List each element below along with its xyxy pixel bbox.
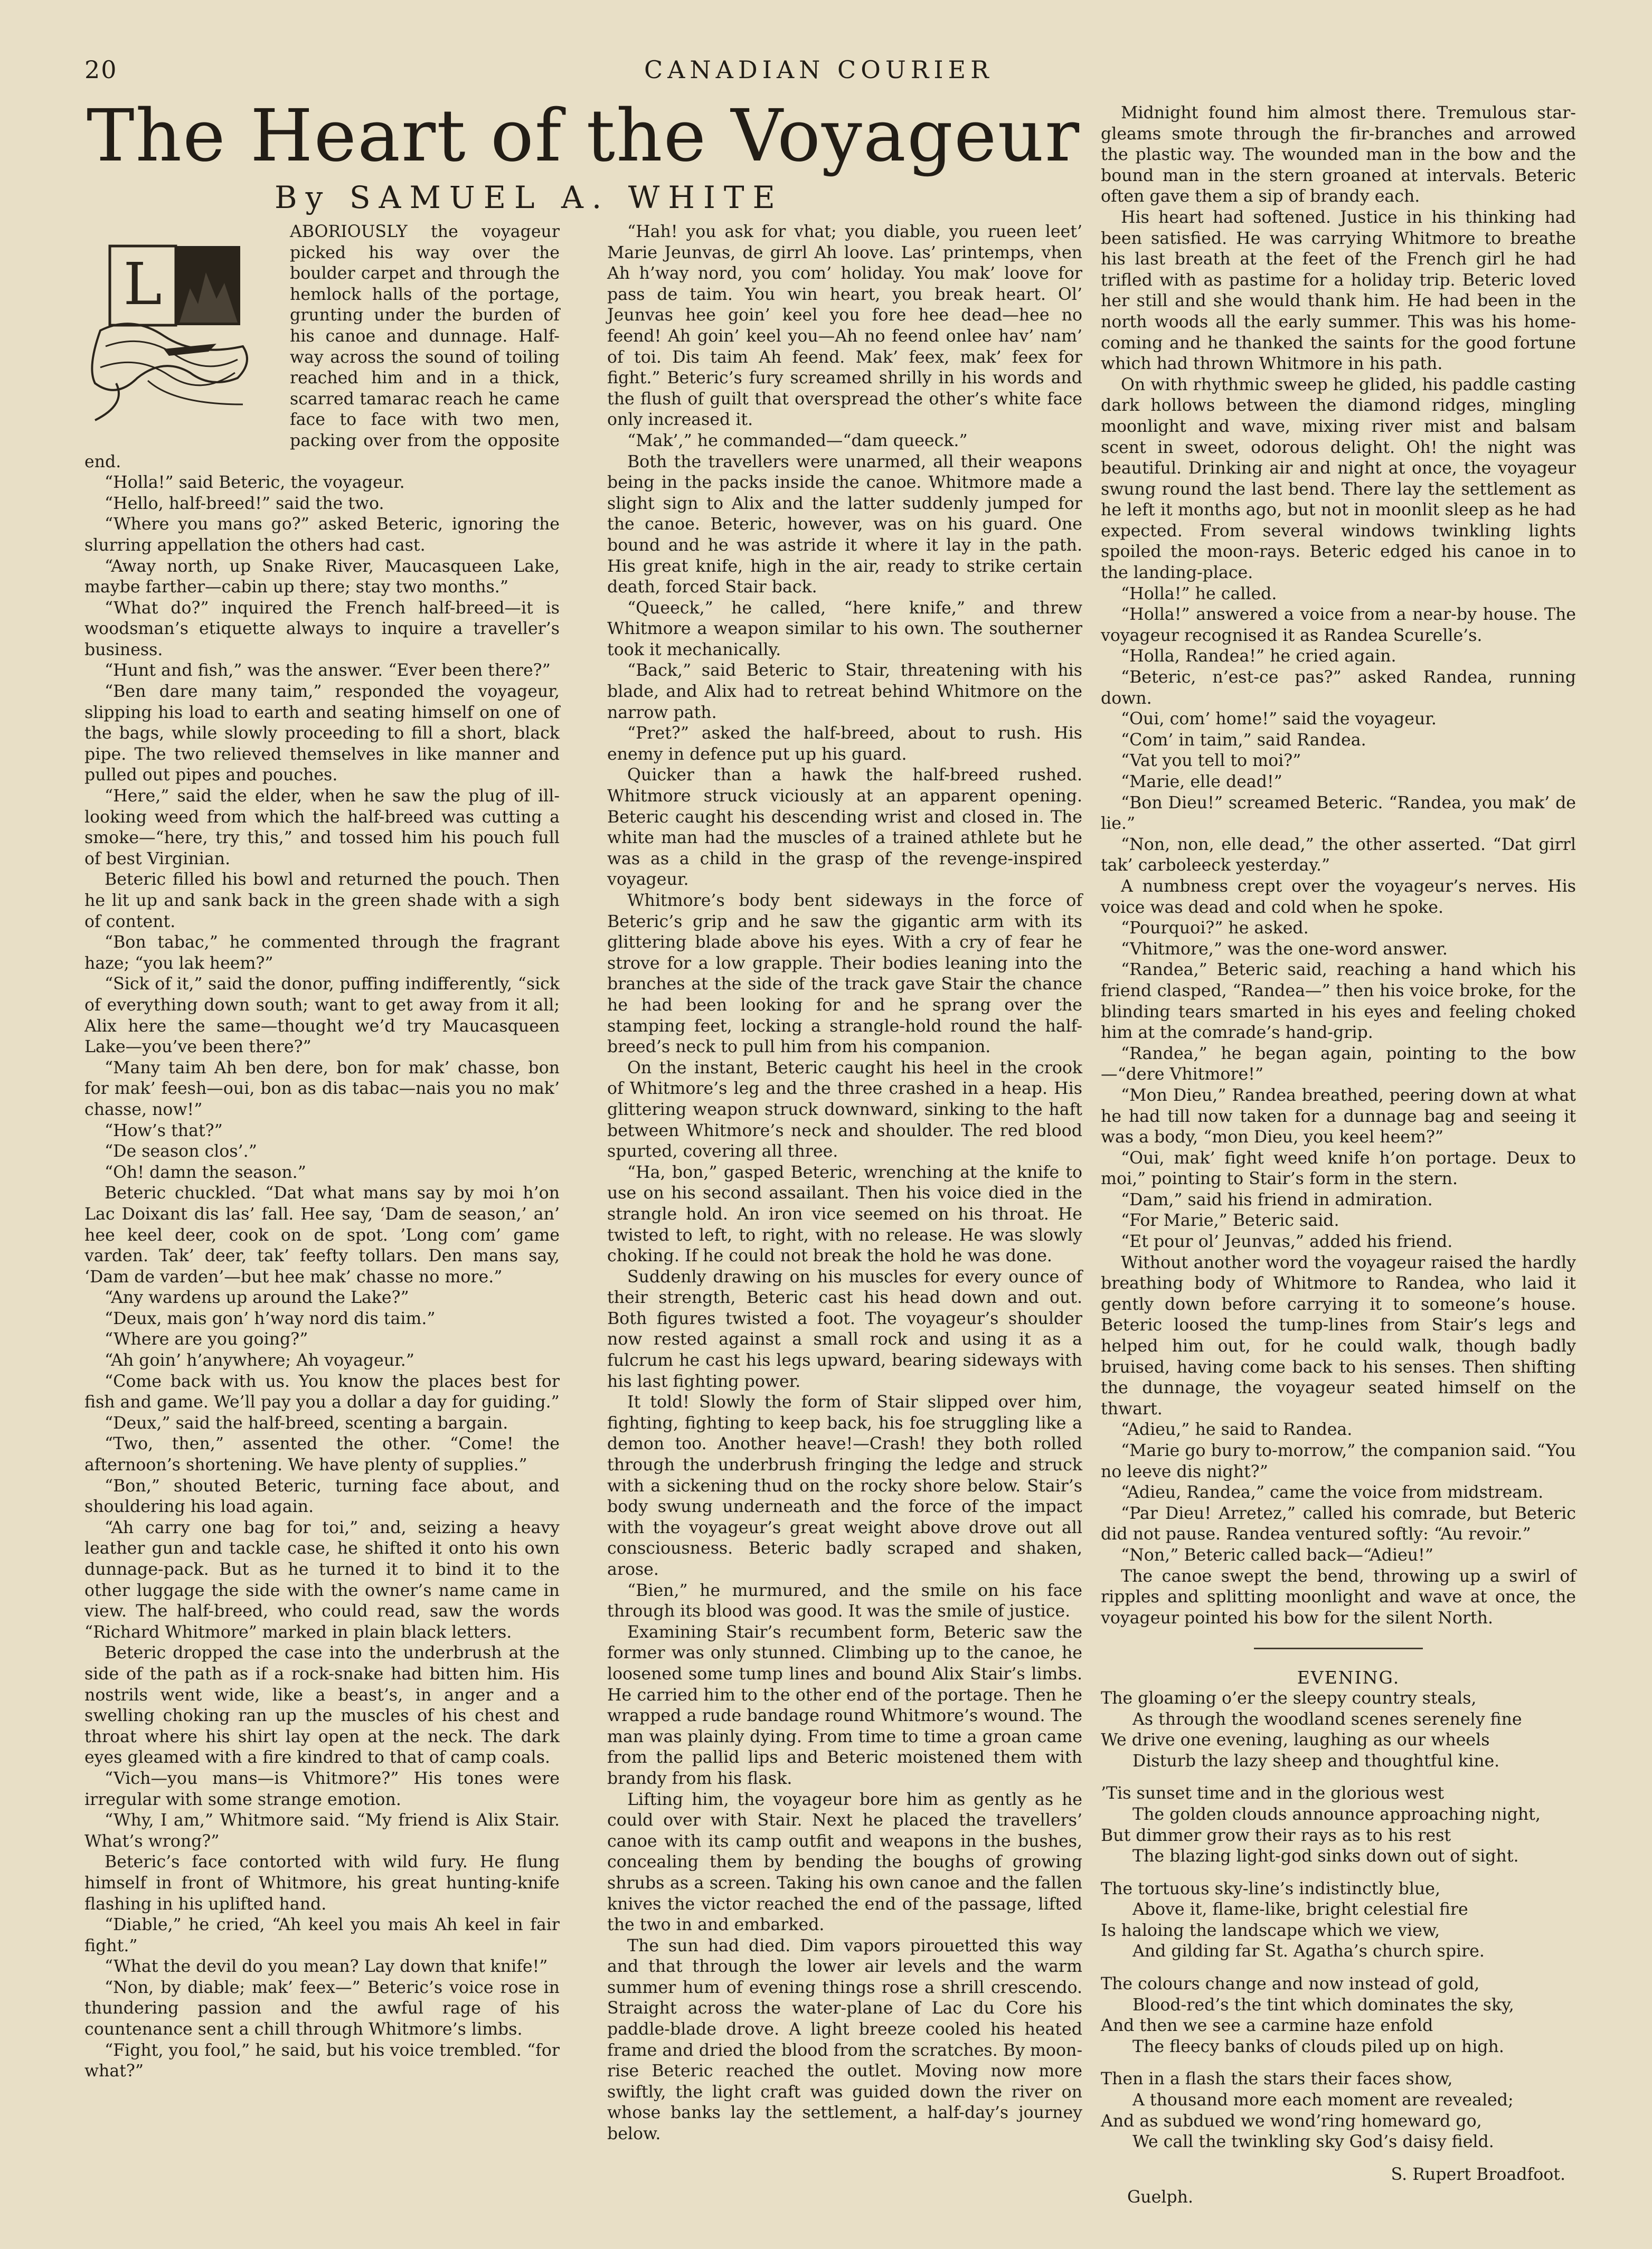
article-paragraph: Lifting him, the voyageur bore him as gently as he could over with Stair. Next he placed the travellers’ canoe with its camp outfit and weapons in the bushes, concealing them by bending the boughs of growing shrubs as a screen. Taking his own canoe and the fallen knives the victor reached the end of the passage, lifted the two in and embarked. (607, 1790, 1082, 1935)
article-column-1 (84, 222, 560, 2082)
article-paragraph: “What do?” inquired the French half-breed—it is woodsman’s etiquette always to inquire a traveller’s business. (84, 598, 560, 659)
article-paragraph: “Hello, half-breed!” said the two. (105, 494, 384, 513)
article-paragraph: “Queeck,” he called, “here knife,” and threw Whitmore a weapon similar to his own. The southerner took it mechanically. (607, 598, 1082, 659)
article-paragraph: “Beteric, n’est-ce pas?” asked Randea, running down. (1101, 668, 1576, 708)
article-paragraph: “Ah goin’ h’anywhere; Ah voyageur.” (105, 1351, 414, 1371)
article-column-3 (1101, 103, 1576, 2208)
poem-line: Above it, flame-like, bright celestial fire (1132, 1900, 1468, 1920)
poem-line: Is haloing the landscape which we view, (1101, 1921, 1440, 1940)
poem-line: But dimmer grow their rays as to his rest (1101, 1826, 1451, 1845)
poem-title: EVENING. (1297, 1667, 1400, 1688)
poem-line: Then in a flash the stars their faces show, (1101, 2070, 1453, 2089)
article-paragraph: “Holla!” answered a voice from a near-by house. The voyageur recognised it as Randea Scurelle’s. (1101, 605, 1576, 645)
article-paragraph: “Ah carry one bag for toi,” and, seizing a heavy leather gun and tackle case, he shifted it onto his own dunnage-pack. But as he turned it to bind it to the other luggage the side with the owner’s name came in view. The half-breed, who could read, saw the words “Richard Whitmore” marked in plain black letters. (84, 1518, 560, 1642)
article-paragraph: Quicker than a hawk the half-breed rushed. Whitmore struck viciously at an apparent opening. Beteric caught his descending wrist and closed in. The white man had the muscles of a trained athlete but he was as a child in the grasp of the revenge-inspired voyageur. (607, 766, 1082, 890)
article-paragraph: “How’s that?” (105, 1121, 223, 1140)
poem-line: A thousand more each moment are revealed; (1132, 2091, 1514, 2110)
poem-stanza (1101, 1879, 1576, 1962)
poem-stanza (1101, 2069, 1576, 2152)
poem-line: The tortuous sky-line’s indistinctly blue, (1101, 1879, 1441, 1898)
poem (1101, 1667, 1576, 2208)
article-paragraph: “Pret?” asked the half-breed, about to rush. His enemy in defence put up his guard. (607, 724, 1082, 764)
poem-line: And gilding far St. Agatha’s church spire. (1132, 1942, 1485, 1961)
article-paragraph: “Mon Dieu,” Randea breathed, peering down at what he had till now taken for a dunnage bag and seeing it was a body, “mon Dieu, you keel heem?” (1101, 1085, 1576, 1147)
article-paragraph: “Deux,” said the half-breed, scenting a bargain. (105, 1413, 508, 1433)
poem-line: Blood-red’s the tint which dominates the sky, (1132, 1995, 1514, 2015)
svg-text:L: L (123, 250, 162, 318)
poem-line: We call the twinkling sky God’s daisy field. (1132, 2132, 1494, 2152)
article-paragraph: “Oui, com’ home!” said the voyageur. (1121, 710, 1437, 729)
poem-line: The golden clouds announce approaching night, (1132, 1804, 1541, 1824)
article-paragraph: “Bon Dieu!” screamed Beteric. “Randea, you mak’ de lie.” (1101, 793, 1576, 834)
article-paragraph: “Here,” said the elder, when he saw the plug of ill-looking weed from which the half-breed was cutting a smoke—“here, try this,” and tossed him his pouch full of best Virginian. (84, 787, 560, 868)
article-byline: By SAMUEL A. WHITE (275, 179, 783, 215)
article-paragraph: “Sick of it,” said the donor, puffing indifferently, “sick of everything down south; want to get away from it all; Alix here the same—thought we’d try Maucasqueen Lake—you’ve been there?” (84, 975, 560, 1057)
article-column-2 (607, 222, 1082, 2145)
article-paragraph: “Pourquoi?” he asked. (1121, 919, 1309, 938)
article-paragraph: “Where you mans go?” asked Beteric, ignoring the slurring appellation the others had cast. (84, 515, 560, 555)
article-paragraph: Beteric dropped the case into the underbrush at the side of the path as if a rock-snake had bitten him. His nostrils went wide, like a beast’s, in anger and a swelling choking ran up the muscles of his chest and throat where his shirt lay open at the neck. The dark eyes gleamed with a fire kindred to that of camp coals. (84, 1643, 560, 1768)
article-paragraph: “Marie, elle dead!” (1121, 772, 1282, 791)
article-paragraph: “Adieu,” he said to Randea. (1121, 1420, 1353, 1440)
article-paragraph: “Come back with us. You know the places best for fish and game. We’ll pay you a dollar a day for guiding.” (84, 1372, 560, 1412)
article-paragraph: “Non,” Beteric called back—“Adieu!” (1121, 1545, 1433, 1565)
poem-line: And as subdued we wond’ring homeward go, (1101, 2111, 1482, 2131)
article-paragraph: “Diable,” he cried, “Ah keel you mais Ah keel in fair fight.” (84, 1915, 560, 1955)
article-paragraph: “Marie go bury to-morrow,” the companion said. “You no leeve dis night?” (1101, 1441, 1576, 1481)
article-paragraph: “Any wardens up around the Lake?” (105, 1288, 409, 1308)
article-paragraph: “Hah! you ask for vhat; you diable, you rueen leet’ Marie Jeunvas, de girrl Ah loove. Las’ printemps, vhen Ah h’way nord, you com’ holiday. You mak’ loove for pass de taim. You win heart, you break heart. Ol’ Jeunvas hee goin’ keel you fore hee dead—hee no feend! Ah goin’ keel you—Ah no feend onlee hav’ nam’ of toi. Dis taim Ah feend. Mak’ feex, mak’ feex for fight.” Beteric’s fury screamed shrilly in his words and the flush of guilt that overspread the other’s white face only increased it. (607, 222, 1082, 430)
article-title: The Heart of the Voyageur (86, 95, 1081, 178)
poem-line: As through the woodland scenes serenely fine (1132, 1709, 1522, 1729)
article-paragraph: “Oh! damn the season.” (105, 1163, 306, 1182)
poem-place: Guelph. (1127, 2188, 1194, 2207)
article-paragraph: On with rhythmic sweep he glided, his paddle casting dark hollows between the diamond ridges, mingling moonlight and wave, mixing river mist and balsam scent in sweet, odorous delight. Oh! the night was beautiful. Drinking air and night at once, the voyageur swung round the last bend. There lay the settlement as he left it months ago, but not in moonlit sleep as he had expected. From several windows twinkling lights spoiled the moon-rays. Beteric edged his canoe in to the landing-place. (1101, 375, 1576, 583)
poem-line: We drive one evening, laughing as our wheels (1101, 1731, 1490, 1750)
poem-line: ’Tis sunset time and in the glorious west (1101, 1784, 1445, 1803)
article-paragraph: “Holla, Randea!” he cried again. (1121, 647, 1396, 666)
article-paragraph: “Holla!” he called. (1121, 584, 1277, 603)
article-paragraph: Midnight found him almost there. Tremulous star-gleams smote through the fir-branches and arrowed the plastic way. The wounded man in the bow and the bound man in the stern groaned at intervals. Beteric often gave them a sip of brandy each. (1101, 103, 1576, 206)
article-paragraph: His heart had softened. Justice in his thinking had been satisfied. He was carrying Whitmore to breathe his last breath at the feet of the French girl he had trifled with as pastime for a holiday trip. Beteric loved her still and she would thank him. He had been in the north woods all the early summer. This was his home-coming and he thanked the saints for the good fortune which had thrown Whitmore in his path. (1101, 207, 1576, 374)
article-opening-paragraph: ABORIOUSLY the voyageur picked his way over the boulder carpet and through the hemlock halls of the portage, grunting under the burden of his canoe and dunnage. Half-way across the sound of toiling reached him and in a thick, scarred tamarac reach he came face to face with two men, packing over from the opposite end. (84, 222, 560, 471)
running-head: CANADIAN COURIER (644, 55, 994, 84)
article-paragraph: “Par Dieu! Arretez,” called his comrade, but Beteric did not pause. Randea ventured softly: “Au revoir.” (1101, 1504, 1576, 1544)
drop-cap-illustration (84, 225, 277, 431)
article-paragraph: “Back,” said Beteric to Stair, threatening with his blade, and Alix had to retreat behind Whitmore on the narrow path. (607, 661, 1082, 722)
article-paragraph: Beteric chuckled. “Dat what mans say by moi h’on Lac Doixant dis las’ fall. Hee say, ‘Dam de season,’ an’ hee keel deer, cook on de spot. ’Long com’ game varden. Tak’ deer, tak’ feefty tollars. Den mans say, ‘Dam de varden’—but hee mak’ chasse no more.” (84, 1184, 560, 1287)
article-paragraph: “Hunt and fish,” was the answer. “Ever been there?” (105, 661, 551, 681)
article-paragraph: “De season clos’.” (105, 1142, 257, 1161)
article-paragraph: “Vat you tell to moi?” (1121, 751, 1301, 771)
article-paragraph: Beteric filled his bowl and returned the pouch. Then he lit up and sank back in the green shade with a sigh of content. (84, 870, 560, 931)
article-paragraph: The sun had died. Dim vapors pirouetted this way and that through the lower air levels and the warm summer hum of evening things rose a shrill crescendo. Straight across the water-plane of Lac du Core his paddle-blade drove. A light breeze cooled his heated frame and dried the blood from the scratches. By moon-rise Beteric reached the outlet. Moving now more swiftly, the light craft was guided down the river on whose banks lay the settlement, a half-day’s journey below. (607, 1936, 1082, 2144)
poem-line: Disturb the lazy sheep and thoughtful kine. (1132, 1751, 1500, 1771)
poem-stanza (1101, 1688, 1576, 1772)
article-paragraph: “Holla!” said Beteric, the voyageur. (105, 473, 405, 493)
poem-line: And then we see a carmine haze enfold (1101, 2016, 1433, 2036)
article-paragraph: “Away north, up Snake River, Maucasqueen Lake, maybe farther—cabin up there; stay two months.” (84, 556, 560, 597)
poem-line: The blazing light-god sinks down out of sight. (1132, 1847, 1519, 1866)
article-paragraph: “Mak’,” he commanded—“dam queeck.” (627, 431, 968, 450)
article-paragraph: Without another word the voyageur raised the hardly breathing body of Whitmore to Randea, who laid it gently down before carrying it to someone’s house. Beteric loosed the tump-lines from Stair’s legs and helped him out, for he could walk, though badly bruised, having come back to his senses. Then shifting the dunnage, the voyageur seated himself on the thwart. (1101, 1253, 1576, 1419)
article-paragraph: “Vhitmore,” was the one-word answer. (1121, 939, 1448, 959)
article-paragraph: A numbness crept over the voyageur’s nerves. His voice was dead and cold when he spoke. (1101, 876, 1576, 917)
article-paragraph: Beteric’s face contorted with wild fury. He flung himself in front of Whitmore, his great hunting-knife flashing in his uplifted hand. (84, 1853, 560, 1914)
poem-stanza (1101, 1974, 1576, 2057)
article-paragraph: “Two, then,” assented the other. “Come! the afternoon’s shortening. We have plenty of supplies.” (84, 1434, 560, 1475)
article-paragraph: “Dam,” said his friend in admiration. (1121, 1190, 1433, 1209)
poem-stanza (1101, 1783, 1576, 1867)
article-paragraph: “Com’ in taim,” said Randea. (1121, 730, 1366, 750)
article-paragraph: It told! Slowly the form of Stair slipped over him, fighting, fighting to keep back, his foe struggling like a demon too. Another heave!—Crash! they both rolled through the underbrush fringing the ledge and struck with a sickening thud on the rocky shore below. Stair’s body swung underneath and the force of the impact with the voyageur’s great weight above drove out all consciousness. Beteric badly scraped and shaken, arose. (607, 1393, 1082, 1579)
article-paragraph: “Bon,” shouted Beteric, turning face about, and shouldering his load again. (84, 1476, 560, 1517)
article-paragraph: “Where are you going?” (105, 1330, 308, 1349)
article-paragraph: “Ben dare many taim,” responded the voyageur, slipping his load to earth and seating himself on one of the bags, while slowly proceeding to fill a short, black pipe. The two relieved themselves in like manner and pulled out pipes and pouches. (84, 682, 560, 785)
article-paragraph: “Non, non, elle dead,” the other asserted. “Dat girrl tak’ carboleeck yesterday.” (1101, 835, 1576, 875)
article-paragraph: Whitmore’s body bent sideways in the force of Beteric’s grip and he saw the gigantic arm with its glittering blade above his eyes. With a cry of fear he strove for a low grapple. Their bodies leaning into the branches at the side of the track gave Stair the chance he had been looking for and he sprang over the stamping feet, locking a strangle-hold round the half-breed’s neck to pull him from his companion. (607, 891, 1082, 1057)
article-paragraph: “Fight, you fool,” he said, but his voice trembled. “for what?” (84, 2040, 560, 2081)
section-divider (1254, 1648, 1423, 1649)
article-paragraph: “Adieu, Randea,” came the voice from midstream. (1121, 1483, 1544, 1503)
page-number: 20 (84, 55, 118, 84)
article-paragraph: “Randea,” he began again, pointing to the bow—“dere Vhitmore!” (1101, 1044, 1576, 1084)
poem-author: S. Rupert Broadfoot. (1391, 2165, 1565, 2184)
article-paragraph: “For Marie,” Beteric said. (1121, 1211, 1339, 1231)
poem-line: The gloaming o’er the sleepy country steals, (1101, 1688, 1477, 1708)
voyageur-scroll-icon (84, 225, 277, 431)
article-paragraph: “Randea,” Beteric said, reaching a hand which his friend clasped, “Randea—” then his voice broke, for the blinding tears smarted in his eyes and feeling choked him at the comrade’s hand-grip. (1101, 960, 1576, 1043)
article-paragraph: Both the travellers were unarmed, all their weapons being in the packs inside the canoe. Whitmore made a slight sign to Alix and the latter suddenly jumped for the canoe. Beteric, however, was on his guard. One bound and he was astride it where it lay in the path. His great knife, high in the air, ready to strike certain death, forced Stair back. (607, 452, 1082, 597)
poem-line: The fleecy banks of clouds piled up on high. (1132, 2037, 1504, 2056)
article-paragraph: “Vich—you mans—is Vhitmore?” His tones were irregular with some strange emotion. (84, 1769, 560, 1809)
article-paragraph: “Bon tabac,” he commented through the fragrant haze; “you lak heem?” (84, 933, 560, 973)
article-paragraph: “Many taim Ah ben dere, bon for mak’ chasse, bon for mak’ feesh—oui, bon as dis tabac—nais you no mak’ chasse, now!” (84, 1058, 560, 1119)
article-paragraph: Examining Stair’s recumbent form, Beteric saw the former was only stunned. Climbing up to the canoe, he loosened some tump lines and bound Alix Stair’s limbs. He carried him to the other end of the portage. Then he wrapped a rude bandage round Whitmore’s wound. The man was plainly dying. From time to time a groan came from the pallid lips and Beteric moistened them with brandy from his flask. (607, 1622, 1082, 1788)
poem-line: The colours change and now instead of gold, (1101, 1974, 1480, 1994)
article-paragraph: “Non, by diable; mak’ feex—” Beteric’s voice rose in thundering passion and the awful rage of his countenance sent a chill through Whitmore’s limbs. (84, 1978, 560, 2039)
article-paragraph: “Ha, bon,” gasped Beteric, wrenching at the knife to use on his second assailant. Then his voice died in the strangle hold. An iron vice seemed on his throat. He twisted to left, to right, with no release. He was slowly choking. If he could not break the hold he was done. (607, 1163, 1082, 1266)
article-paragraph: “Why, I am,” Whitmore said. “My friend is Alix Stair. What’s wrong?” (84, 1811, 560, 1851)
article-paragraph: On the instant, Beteric caught his heel in the crook of Whitmore’s leg and the three crashed in a heap. His glittering weapon struck downward, sinking to the haft between Whitmore’s neck and shoulder. The red blood spurted, covering all three. (607, 1058, 1082, 1161)
page-header (84, 50, 1589, 87)
article-paragraph: The canoe swept the bend, throwing up a swirl of ripples and splitting moonlight and wave at once, the voyageur pointed his bow for the silent North. (1101, 1566, 1576, 1628)
article-paragraph: “Oui, mak’ fight weed knife h’on portage. Deux to moi,” pointing to Stair’s form in the stern. (1101, 1148, 1576, 1189)
article-paragraph: “Bien,” he murmured, and the smile on his face through its blood was good. It was the smile of justice. (607, 1581, 1082, 1621)
article-paragraph: “Et pour ol’ Jeunvas,” added his friend. (1121, 1232, 1453, 1252)
article-paragraph: Suddenly drawing on his muscles for every ounce of their strength, Beteric cast his head down and out. Both figures twisted a foot. The voyageur’s shoulder now rested against a small rock and using it as a fulcrum he cast his legs upward, bearing sideways with his last fighting power. (607, 1267, 1082, 1391)
article-paragraph: “Deux, mais gon’ h’way nord dis taim.” (105, 1309, 436, 1328)
article-paragraph: “What the devil do you mean? Lay down that knife!” (105, 1957, 548, 1977)
